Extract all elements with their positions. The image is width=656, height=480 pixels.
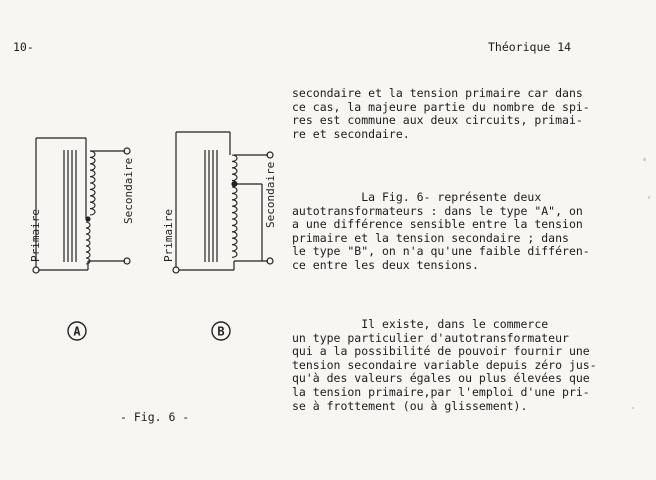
secondary-label-a: Secondaire	[122, 157, 135, 224]
diagram-label-a: A	[73, 324, 81, 339]
text-line: La Fig. 6- représente deux	[292, 190, 542, 204]
text-line: re et secondaire.	[292, 126, 410, 141]
scan-speck	[632, 407, 634, 409]
text-line: autotransformateurs : dans le type "A", on	[292, 203, 583, 218]
text-line: le type "B", on n'a qu'une faible différen-	[292, 244, 590, 259]
autotransformer-a	[33, 138, 130, 273]
text-line: secondaire et la tension primaire car dans	[292, 86, 583, 100]
secondary-label-b: Secondaire	[264, 161, 277, 228]
text-line: a une différence sensible entre la tension	[292, 217, 583, 232]
section-header: Théorique 14	[488, 40, 572, 54]
text-line: qui a la possibilité de pouvoir fournir une	[292, 344, 590, 359]
text-line: se à frottement (ou à glissement).	[292, 398, 528, 413]
text-line: ce cas, la majeure partie du nombre de spi-	[292, 99, 590, 114]
text-line: primaire et la tension secondaire ; dans	[292, 230, 569, 245]
scan-speck	[648, 196, 650, 199]
primary-label-b: Primaire	[162, 209, 175, 262]
text-line: res est commune aux deux circuits, primai-	[292, 113, 583, 128]
figure-caption: - Fig. 6 -	[120, 410, 190, 424]
text-line: qu'à des valeurs égales ou plus élevées que	[292, 371, 590, 386]
page-number: 10-	[13, 40, 34, 54]
text-line: Il existe, dans le commerce	[292, 317, 549, 331]
diagram-label-b: B	[217, 324, 225, 339]
text-line: ce entre les deux tensions.	[292, 257, 479, 272]
text-line: la tension primaire,par l'emploi d'une pri-	[292, 384, 590, 399]
scan-speck	[643, 158, 646, 161]
autotransformer-b	[173, 132, 273, 273]
text-line: tension secondaire variable depuis zéro jus-	[292, 357, 597, 372]
coil-b	[232, 155, 237, 257]
text-line: un type particulier d'autotransformateur	[292, 330, 569, 345]
coil-a	[86, 151, 95, 264]
primary-label-a: Primaire	[29, 209, 42, 262]
